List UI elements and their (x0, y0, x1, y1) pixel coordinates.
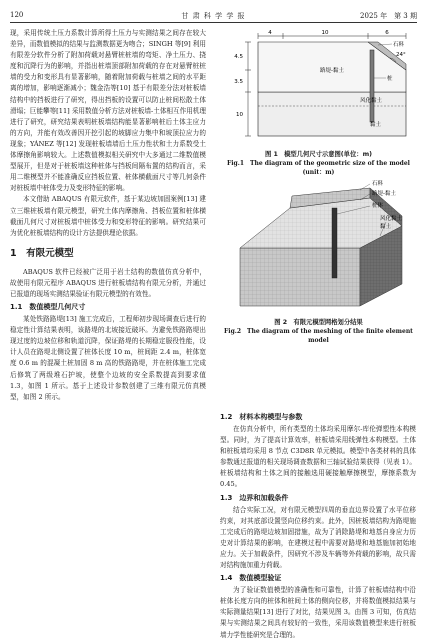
mesh-label-fill: 路堤-黏土 (372, 191, 396, 197)
section-number: 1 (10, 247, 17, 259)
label-fill: 路堤-黏土 (320, 68, 344, 74)
left-column (10, 28, 206, 403)
subsection-heading-1-3: 1.3 边界和加载条件 (220, 493, 289, 502)
dim-top-6: 6 (385, 30, 389, 36)
figure-1-caption-en: Fig.1 The diagram of the geometric size of the model (unit：m) (227, 160, 410, 176)
figure-1-diagram (220, 28, 417, 142)
dim-h-3-5: 3.5 (234, 79, 243, 85)
mesh-label-rock: 石料 (372, 181, 384, 187)
figure-1-caption-cn: 图 1 模型几何尺寸示意图(单位：m) (264, 151, 373, 158)
subsection-heading-1-1: 1.1 数值模型几何尺寸 (10, 303, 86, 312)
paragraph-1-2: 在仿真分析中，所有类型的土体均采用摩尔-库伦弹塑性本构模型。同时，为了提高计算效率，桩板墙采用线弹性本构模型。土体和桩板墙均采用 8 节点 C3D8R 单元模拟。模型中各类材料的具体参数通过报道的相关现场调查数据和三轴试验结果获得（见表 1）。桩板墙结构和土体之间的接触选用硬接触摩擦模型，摩擦系数为 0.45。 (220, 425, 416, 489)
page-number: 120 (10, 11, 24, 19)
dim-top-4: 4 (268, 30, 272, 36)
figure-2-caption-en: Fig.2 The diagram of the meshing of the finite element model (224, 328, 413, 344)
paragraph-1-1: 某处铁路路堤[13] 施工完成后，工程师初步现场调查后进行的稳定性计算结果表明，该路堤的北坡接近破坏。为避免铁路路堤出现过度的边坡位移和轨道沉降，保证路堤的长期稳定服役性能，设计人员在路堤北侧设置了桩体长度 10 m，桩间距 2.4 m，桩体宽度 0.6 m 的混凝土桩加固 8 m 高的铁路路堤，并在桩体施工完成后修筑了两级堆石护坡，使整个边坡的安全系数提高到要求值 1.3，如图 1 所示。基于上述设计参数创建了三维有限元仿真模型，如图 2 所示。 (10, 315, 206, 401)
subsection-heading-1-2: 1.2 材料本构模型与参数 (220, 413, 303, 421)
label-pile: 桩 (387, 76, 393, 82)
paragraph-intro-2: 本文借助 ABAQUS 有限元软件，基于某边坡加固案例[13] 建立三维桩板墙有限元模型，研究土体内摩擦角、挡板位置和桩体横截面几何尺寸对桩板墙中桩体受力和变形特征的影响。研究结果可为优化桩板墙结构的设计方法提供理论依据。 (10, 195, 206, 237)
mesh-label-pile: 桩体 (372, 203, 384, 209)
paragraph-section-1: ABAQUS 软件已经被广泛用于岩土结构的数值仿真分析中，故使用有限元程序 ABAQUS 进行桩板墙结构有限元分析，并通过已报道的现场实测结果验证有限元模型的有效性。 (10, 267, 206, 298)
issue-info: 2025 年 第 3 期 (360, 12, 417, 20)
dim-h-10: 10 (236, 112, 243, 118)
dim-h-4-5: 4.5 (234, 54, 243, 60)
page-header (10, 8, 417, 23)
subsection-heading-1-4: 1.4 数值模型验证 (220, 574, 282, 583)
mesh-label-clay: 黏土 (380, 224, 392, 230)
dim-top-10: 10 (321, 30, 329, 36)
paragraph-1-3: 结合实际工况，对有限元模型四周的垂直边界设置了水平位移约束，对其底部设置竖向位移约束。此外，因桩板墙结构为路堤施工完成后的路堤边坡加固措施，故为了消除路堤和地基自身应力历史对计算结果的影响，在建模过程中需要对路堤和地基施加初始地应力。关于加载条件，因研究不涉及车辆等外荷载的影响，故只需对结构施加重力荷载。 (220, 505, 416, 570)
paragraph-intro-1: 现，采用传统土压力系数计算所得土压力与实测结果之间存在较大差异，而数值模拟的结果与监测数据更为吻合；SINGH 等[9] 利用有限差分软件分析了附加荷载对悬臂桩桩墙的弯矩、净土压力、挠度和沉降行为的影响，并指出桩墙顶部附加荷载的存在对悬臂桩桩墙的受力和变形具有显著影响，随着附加荷载与桩墙之间的水平距离的增加，影响逐渐减小；魏金浩等[10] 基于有限差分法对桩板墙结构中的挡板进行了研究，得出挡板的设置可以防止桩间松散土体滑塌；巨能攀等[11] 采用数值分析方法对桩板墙-土体相互作用机理进行了研究，研究结果表明桩板墙结构能显著影响桩后土体主应力的方向，并能有效改善因开挖引起的坡脚应力集中和坡顶拉应力的现象；YÁNEZ 等[12] 发现桩板墙墙后土压力性状和土力系数受土体摩擦角影响较大。上述数值模拟相关研究中大多通过二维数值模型展开，但是对于桩板墙这种桩体与挡板间隔布置的结构而言，采用二维模型并不能准确反应挡板位置、桩体横截面尺寸等几何条件对桩板墙中桩体受力及变形特征的影响。 (10, 29, 206, 193)
label-rock: 石料 (393, 42, 405, 48)
section-title: 有限元模型 (26, 247, 74, 259)
figure-2-caption-cn: 图 2 有限元模型网格划分结果 (274, 319, 363, 326)
label-clay: 黏土 (370, 122, 382, 128)
paragraph-1-4: 为了验证数值模型的准确性和可靠性，计算了桩板墙结构中沿桩体长度方向的桩体和桩间土体的侧向位移，并将数值模拟结果与实际测量结果[13] 进行了对比，结果见图 3。由图 3 可知，仿真结果与实测结果之间具有较好的一致性，采用该数值模型来进行桩板墙力学性能研究是合理的。 (220, 586, 416, 639)
figure-1 (220, 28, 417, 177)
right-column (220, 410, 416, 641)
angle-label: 24° (396, 52, 406, 58)
mesh-label-weathered: 风化黏土 (380, 216, 403, 222)
journal-name: 甘 肃 科 学 学 报 (181, 12, 246, 20)
section-heading-1 (10, 247, 206, 261)
figure-2-mesh (220, 178, 417, 310)
label-weathered-clay: 风化黏土 (360, 98, 383, 104)
figure-2 (220, 178, 417, 345)
